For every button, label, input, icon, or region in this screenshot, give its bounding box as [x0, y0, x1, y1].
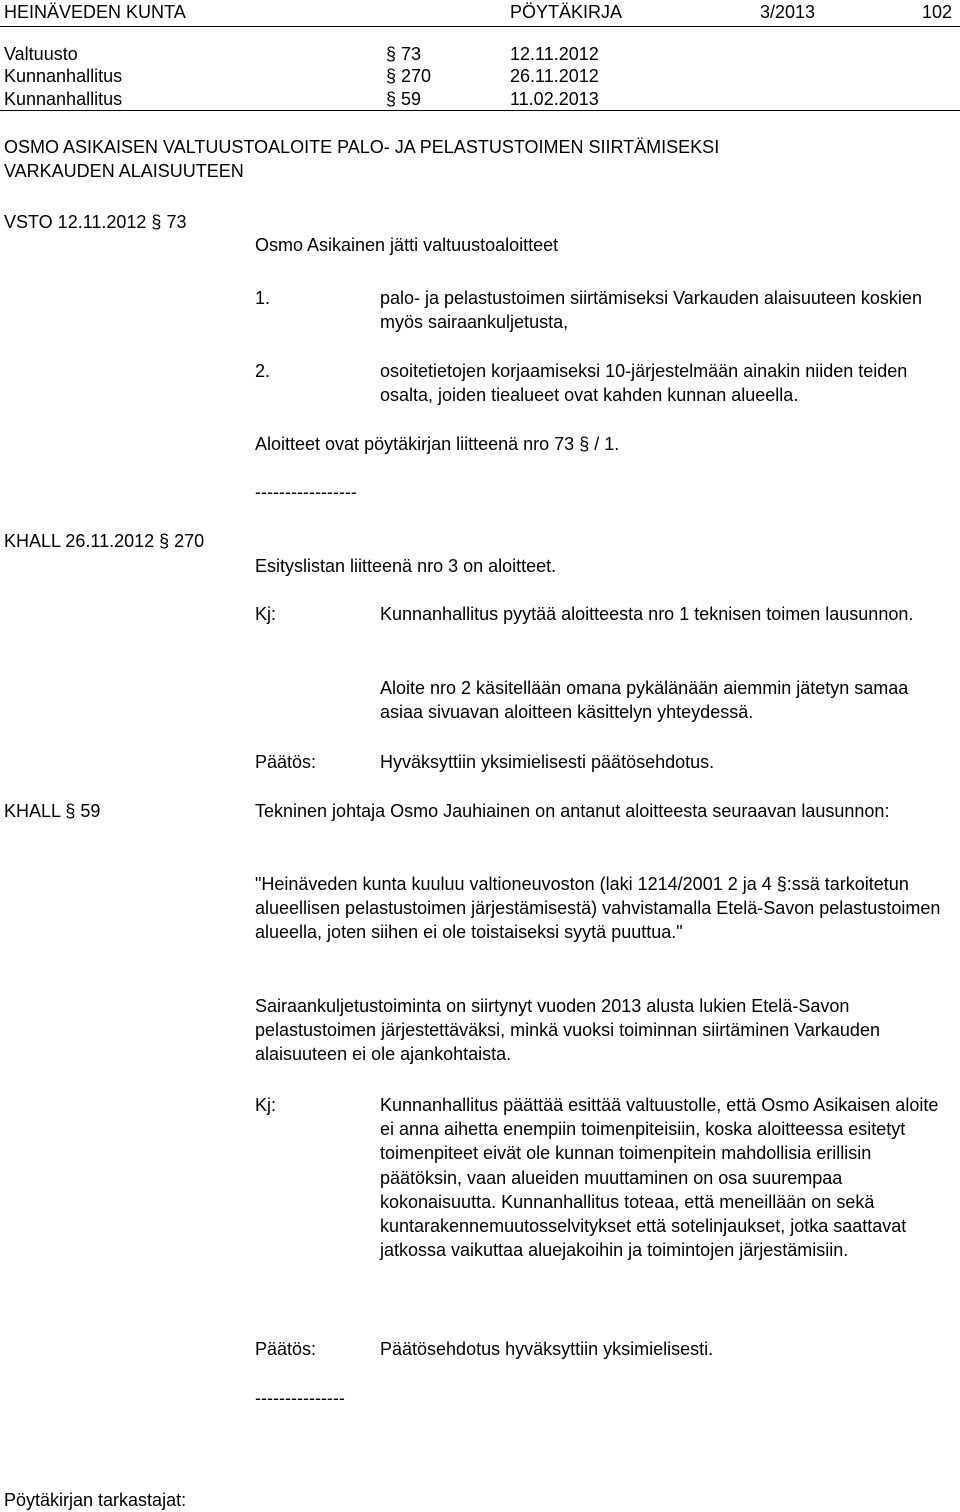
reference-body-2: Kunnanhallitus	[4, 66, 123, 86]
khall-270-kj-label: Kj:	[255, 604, 277, 624]
document-type: PÖYTÄKIRJA	[510, 2, 623, 22]
header-divider	[0, 26, 960, 27]
item-1-text: palo- ja pelastustoimen siirtämiseksi Varkauden alaisuuteen koskien myös sairaankuljetusta,	[380, 288, 922, 333]
khall-59-decision-label: Päätös:	[255, 1339, 317, 1359]
khall-270-kj-text-2: Aloite nro 2 käsitellään omana pykälänään aiemmin jätetyn samaa asiaa sivuavan aloitteen käsittelyn yhteydessä.	[380, 678, 909, 723]
khall-270-agenda: Esityslistan liitteenä nro 3 on aloitteet.	[255, 556, 557, 576]
section-separator-2: ---------------	[255, 1388, 345, 1408]
section-separator-1: -----------------	[255, 482, 357, 502]
document-title-line-1: OSMO ASIKAISEN VALTUUSTOALOITE PALO- JA PELASTUSTOIMEN SIIRTÄMISEKSI	[4, 137, 720, 157]
reference-date-2: 26.11.2012	[510, 66, 599, 86]
khall-59-decision-text: Päätösehdotus hyväksyttiin yksimielisesti.	[380, 1339, 714, 1359]
item-1-number: 1.	[255, 288, 271, 308]
khall-59-kj-label: Kj:	[255, 1095, 277, 1115]
reference-body-3: Kunnanhallitus	[4, 89, 123, 109]
reference-section-2: § 270	[386, 66, 432, 86]
item-2-text: osoitetietojen korjaamiseksi 10-järjestelmään ainakin niiden teiden osalta, joiden tiealueet ovat kahden kunnan alueella.	[380, 361, 908, 406]
khall-59-paragraph-3: Sairaankuljetustoiminta on siirtynyt vuoden 2013 alusta lukien Etelä-Savon pelastustoimen järjestettäväksi, minkä vuoksi toiminnan siirtäminen Varkauden alaisuuteen ei ole ajankohtaista.	[255, 996, 880, 1065]
khall-270-kj-text: Kunnanhallitus pyytää aloitteesta nro 1 teknisen toimen lausunnon.	[380, 604, 914, 624]
issue-number: 3/2013	[760, 2, 816, 22]
reference-date-3: 11.02.2013	[510, 89, 599, 109]
page-number: 102	[922, 2, 953, 22]
reference-date-1: 12.11.2012	[510, 44, 599, 64]
reference-body-1: Valtuusto	[4, 44, 78, 64]
reference-section-3: § 59	[386, 89, 422, 109]
document-title-line-2: VARKAUDEN ALAISUUTEEN	[4, 161, 244, 181]
khall-59-kj-text: Kunnanhallitus päättää esittää valtuustolle, että Osmo Asikaisen aloite ei anna aihetta enempiin toimenpiteisiin, koska aloitteessa esitetyt toimenpiteet eivät ole kunnan toimenpitein mahdollisia erillisin päätöksin, vaan alueiden muuttaminen on osa suurempaa kokonaisuutta. Kunnanhallitus toteaa, että meneillään on sekä kuntarakennemuutosselvitykset että sotelinjaukset, jotka saattavat jatkossa vaikuttaa aluejakoihin ja toimintojen järjestämisiin.	[380, 1095, 939, 1261]
item-2-number: 2.	[255, 361, 271, 381]
minutes-checkers-label: Pöytäkirjan tarkastajat:	[4, 1490, 187, 1510]
khall-270-decision-text: Hyväksyttiin yksimielisesti päätösehdotus.	[380, 752, 715, 772]
references-divider	[0, 110, 960, 111]
vsto-section-label: VSTO 12.11.2012 § 73	[4, 212, 187, 232]
reference-section-1: § 73	[386, 44, 422, 64]
attachment-note: Aloitteet ovat pöytäkirjan liitteenä nro 73 § / 1.	[255, 434, 620, 454]
khall-59-paragraph-2: "Heinäveden kunta kuuluu valtioneuvoston (laki 1214/2001 2 ja 4 §:ssä tarkoitetun alueellisen pelastustoimen järjestämisestä) vahvistamalla Etelä-Savon pelastustoimen alueella, joten siihen ei ole toistaiseksi syytä puuttua."	[255, 874, 941, 943]
khall-270-decision-label: Päätös:	[255, 752, 317, 772]
municipality-name: HEINÄVEDEN KUNTA	[4, 2, 186, 22]
vsto-intro: Osmo Asikainen jätti valtuustoaloitteet	[255, 235, 559, 255]
khall-59-paragraph-1: Tekninen johtaja Osmo Jauhiainen on antanut aloitteesta seuraavan lausunnon:	[255, 801, 890, 821]
khall-270-label: KHALL 26.11.2012 § 270	[4, 531, 205, 551]
khall-59-label: KHALL § 59	[4, 801, 101, 821]
